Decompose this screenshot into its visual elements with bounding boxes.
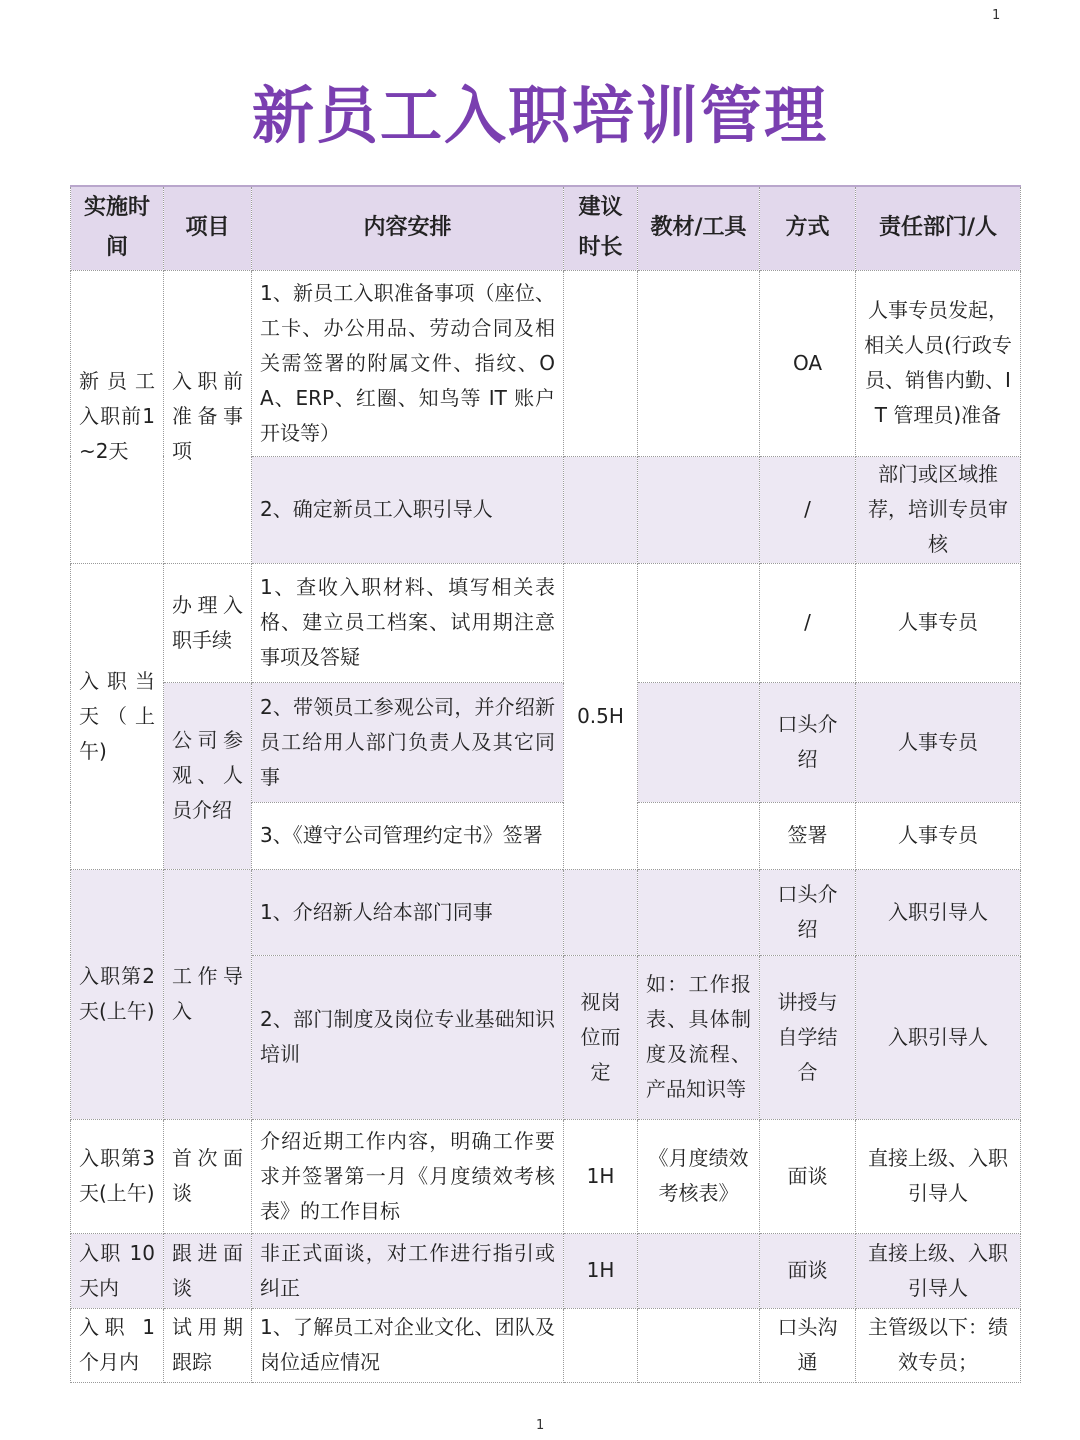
cell-duration (564, 1308, 638, 1382)
cell-owner: 入职引导人 (856, 869, 1021, 955)
cell-item: 首次面谈 (164, 1119, 252, 1233)
cell-owner: 直接上级、入职引导人 (856, 1233, 1021, 1308)
header-materials: 教材/工具 (638, 186, 760, 270)
cell-content: 2、确定新员工入职引导人 (252, 456, 564, 563)
cell-duration: 1H (564, 1119, 638, 1233)
cell-time: 入职当天（上午) (71, 563, 164, 869)
cell-item: 工作导入 (164, 869, 252, 1119)
cell-item: 入职前准备事项 (164, 270, 252, 563)
cell-method: 口头介绍 (760, 682, 856, 802)
cell-method: 口头介绍 (760, 869, 856, 955)
cell-materials (638, 456, 760, 563)
cell-content: 1、新员工入职准备事项（座位、工卡、办公用品、劳动合同及相关需签署的附属文件、指纹、OA、ERP、红圈、知鸟等 IT 账户开设等） (252, 270, 564, 456)
cell-materials (638, 682, 760, 802)
cell-owner: 部门或区域推荐，培训专员审核 (856, 456, 1021, 563)
cell-content: 1、介绍新人给本部门同事 (252, 869, 564, 955)
page-title: 新员工入职培训管理 (251, 79, 828, 152)
cell-time: 入职 1 个月内 (71, 1308, 164, 1382)
cell-owner: 主管级以下：绩效专员； (856, 1308, 1021, 1382)
table-row (71, 563, 1021, 682)
cell-content: 2、部门制度及岗位专业基础知识培训 (252, 955, 564, 1119)
cell-owner: 入职引导人 (856, 955, 1021, 1119)
cell-materials (638, 563, 760, 682)
cell-content: 非正式面谈，对工作进行指引或纠正 (252, 1233, 564, 1308)
cell-content: 3、《遵守公司管理约定书》签署 (252, 802, 564, 869)
page-number-top: 1 (992, 8, 1001, 23)
cell-materials: 如：工作报表、具体制度及流程、产品知识等 (638, 955, 760, 1119)
cell-time: 新员工入职前1~2天 (71, 270, 164, 563)
table-row (71, 869, 1021, 955)
cell-method: 讲授与自学结合 (760, 955, 856, 1119)
cell-method: 签署 (760, 802, 856, 869)
cell-duration: 1H (564, 1233, 638, 1308)
table-row (71, 1119, 1021, 1233)
cell-time: 入职 10 天内 (71, 1233, 164, 1308)
cell-content: 1、了解员工对企业文化、团队及岗位适应情况 (252, 1308, 564, 1382)
cell-method: OA (760, 270, 856, 456)
cell-materials (638, 270, 760, 456)
cell-method: 口头沟通 (760, 1308, 856, 1382)
cell-owner: 人事专员 (856, 563, 1021, 682)
cell-duration: 0.5H (564, 563, 638, 869)
cell-content: 2、带领员工参观公司，并介绍新员工给用人部门负责人及其它同事 (252, 682, 564, 802)
cell-materials (638, 802, 760, 869)
header-content: 内容安排 (252, 186, 564, 270)
cell-duration (564, 869, 638, 955)
page-number-bottom: 1 (536, 1418, 545, 1433)
header-row (71, 186, 1021, 270)
cell-content: 介绍近期工作内容，明确工作要求并签署第一月《月度绩效考核表》的工作目标 (252, 1119, 564, 1233)
cell-method: / (760, 456, 856, 563)
cell-item: 跟进面谈 (164, 1233, 252, 1308)
cell-item: 办理入职手续 (164, 563, 252, 682)
cell-owner: 人事专员 (856, 802, 1021, 869)
cell-time: 入职第2天(上午) (71, 869, 164, 1119)
cell-time: 入职第3天(上午) (71, 1119, 164, 1233)
table-row (71, 270, 1021, 456)
cell-materials (638, 1233, 760, 1308)
header-duration: 建议时长 (564, 186, 638, 270)
table-row (71, 682, 1021, 802)
cell-item: 公司参观、人员介绍 (164, 682, 252, 869)
cell-materials (638, 869, 760, 955)
cell-method: 面谈 (760, 1119, 856, 1233)
training-schedule-table (70, 185, 1021, 1383)
cell-item: 试用期跟踪 (164, 1308, 252, 1382)
cell-duration (564, 456, 638, 563)
table-row (71, 1308, 1021, 1382)
cell-materials: 《月度绩效考核表》 (638, 1119, 760, 1233)
header-time: 实施时间 (71, 186, 164, 270)
cell-materials (638, 1308, 760, 1382)
cell-owner: 人事专员发起，相关人员(行政专员、销售内勤、IT 管理员)准备 (856, 270, 1021, 456)
header-owner: 责任部门/人 (856, 186, 1021, 270)
header-method: 方式 (760, 186, 856, 270)
cell-duration (564, 270, 638, 456)
cell-owner: 人事专员 (856, 682, 1021, 802)
table-row (71, 1233, 1021, 1308)
cell-content: 1、查收入职材料、填写相关表格、建立员工档案、试用期注意事项及答疑 (252, 563, 564, 682)
cell-method: 面谈 (760, 1233, 856, 1308)
cell-duration: 视岗位而定 (564, 955, 638, 1119)
cell-owner: 直接上级、入职引导人 (856, 1119, 1021, 1233)
cell-method: / (760, 563, 856, 682)
header-item: 项目 (164, 186, 252, 270)
